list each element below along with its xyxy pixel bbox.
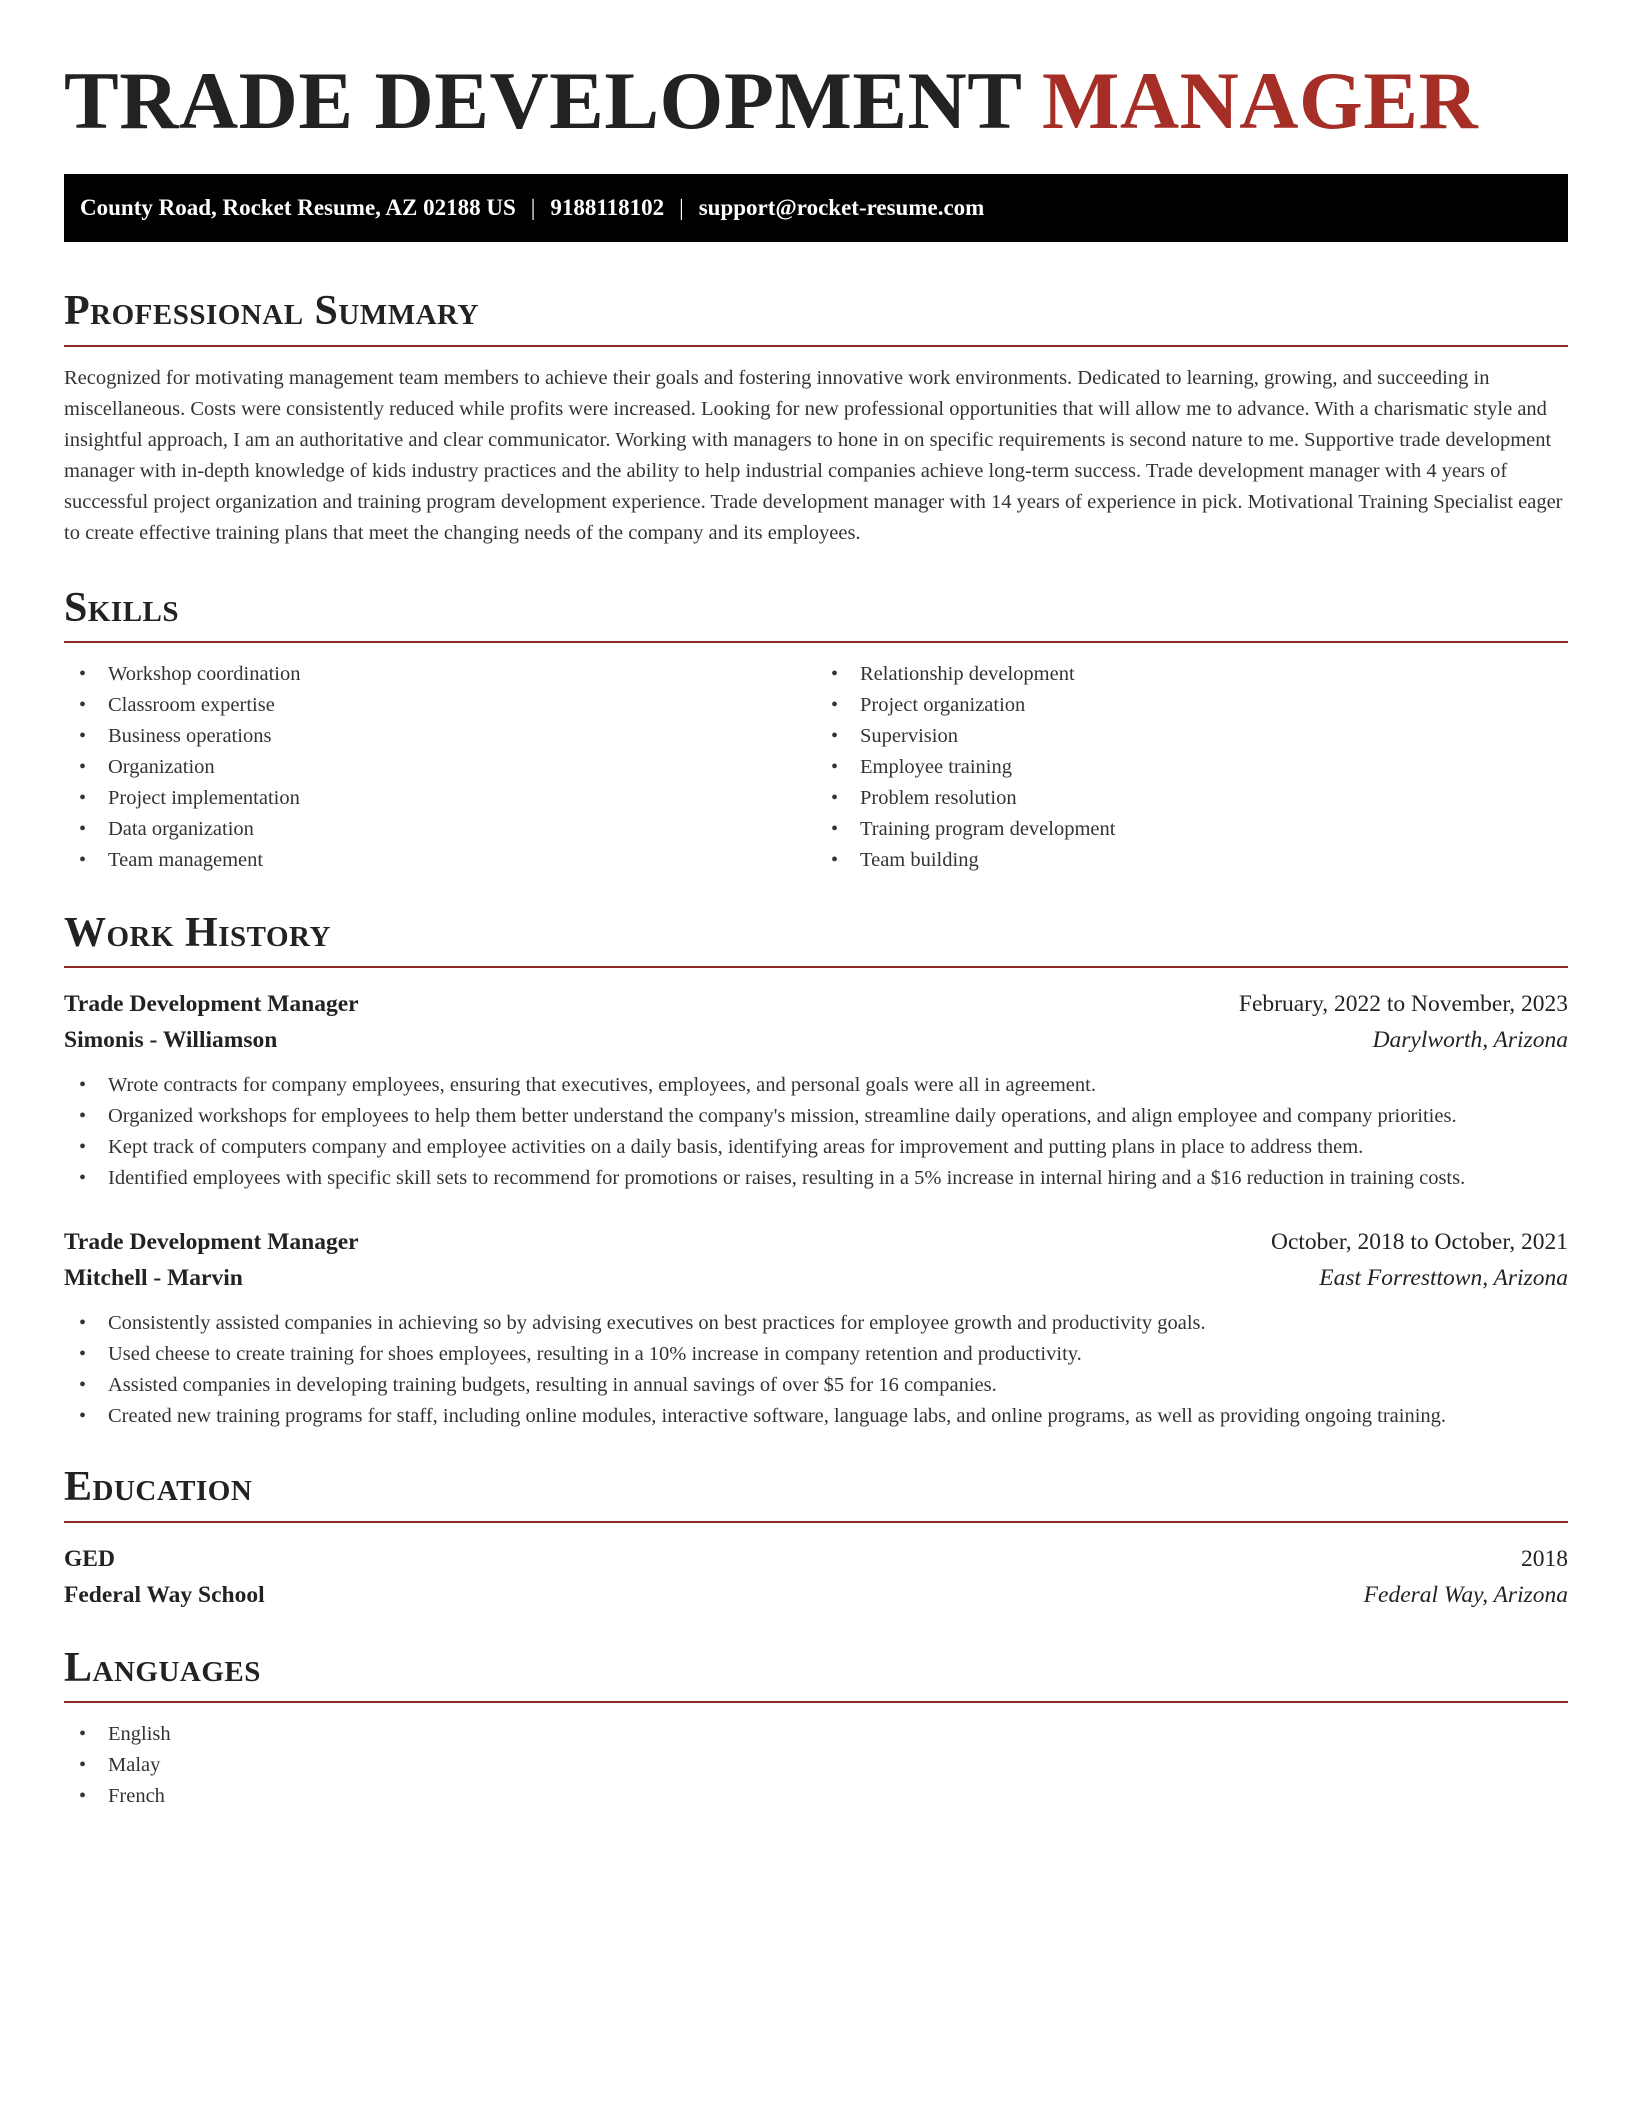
language-label: French (108, 1785, 165, 1808)
skill-label: Relationship development (860, 663, 1075, 686)
language-label: English (108, 1723, 171, 1746)
section-divider (64, 966, 1568, 968)
bullet-icon: • (79, 1312, 87, 1335)
skill-label: Data organization (108, 818, 254, 841)
bullet-text: Identified employees with specific skill sets to recommend for promotions or raises, resulting in a 5% increase in internal hiring and a $16 reduction in training costs. (108, 1167, 1466, 1190)
skills-column-left (64, 659, 816, 876)
skill-item (64, 721, 816, 752)
languages-list (64, 1719, 1568, 1812)
skill-label: Supervision (860, 725, 958, 748)
skill-label: Organization (108, 756, 215, 779)
bullet-icon: • (831, 818, 839, 841)
bullet-icon: • (79, 1723, 87, 1746)
language-item (64, 1750, 1568, 1781)
education-entry (64, 1541, 1568, 1613)
bullet-icon: • (831, 787, 839, 810)
skill-label: Project organization (860, 694, 1026, 717)
skill-item (816, 814, 1568, 845)
skills-list (64, 659, 1568, 876)
bullet-icon: • (79, 1167, 87, 1190)
job-entry (64, 1224, 1568, 1432)
bullet-icon: • (79, 1105, 87, 1128)
page-title (64, 54, 1568, 148)
job-title: Trade Development Manager (64, 991, 359, 1018)
skill-label: Problem resolution (860, 787, 1017, 810)
bullet-icon: • (79, 663, 87, 686)
education-year: 2018 (1521, 1545, 1568, 1572)
job-company: Simonis - Williamson (64, 1027, 278, 1054)
skill-item (816, 659, 1568, 690)
education-school: Federal Way School (64, 1581, 265, 1608)
job-company: Mitchell - Marvin (64, 1265, 243, 1292)
list-item (64, 1070, 1568, 1101)
bullet-icon: • (79, 1074, 87, 1097)
education-school-row (64, 1577, 1568, 1613)
job-bullets (64, 1308, 1568, 1432)
bullet-text: Used cheese to create training for shoes employees, resulting in a 10% increase in company retention and productivity. (108, 1343, 1082, 1366)
job-bullets (64, 1070, 1568, 1194)
bullet-icon: • (79, 694, 87, 717)
bullet-icon: • (79, 818, 87, 841)
work-heading: Work History (64, 910, 331, 957)
bullet-icon: • (831, 694, 839, 717)
bullet-text: Organized workshops for employees to help them better understand the company's mission, streamline daily operations, and align employee and company priorities. (108, 1105, 1457, 1128)
section-divider (64, 1521, 1568, 1523)
bullet-text: Assisted companies in developing training budgets, resulting in annual savings of over $5 for 16 companies. (108, 1374, 997, 1397)
bullet-icon: • (831, 725, 839, 748)
contact-bar (64, 174, 1568, 242)
skill-item (64, 659, 816, 690)
skills-column-right (816, 659, 1568, 876)
list-item (64, 1339, 1568, 1370)
bullet-text: Created new training programs for staff, including online modules, interactive software, language labs, and online programs, as well as providing ongoing training. (108, 1405, 1447, 1428)
title-main: TRADE DEVELOPMENT (64, 55, 1021, 146)
skill-label: Classroom expertise (108, 694, 275, 717)
job-header-row (64, 1224, 1568, 1260)
summary-heading: Professional Summary (64, 288, 479, 335)
bullet-icon: • (79, 1343, 87, 1366)
job-location: Darylworth, Arizona (1372, 1027, 1568, 1054)
bullet-icon: • (831, 849, 839, 872)
bullet-icon: • (79, 756, 87, 779)
job-title: Trade Development Manager (64, 1229, 359, 1256)
skill-item (816, 690, 1568, 721)
skill-label: Team management (108, 849, 264, 872)
job-dates: October, 2018 to October, 2021 (1270, 1229, 1568, 1256)
skill-item (64, 690, 816, 721)
job-company-row (64, 1022, 1568, 1058)
bullet-icon: • (79, 1754, 87, 1777)
list-item (64, 1308, 1568, 1339)
contact-address: County Road, Rocket Resume, AZ 02188 US (80, 195, 516, 221)
bullet-text: Consistently assisted companies in achieving so by advising executives on best practices for employee growth and productivity goals. (108, 1312, 1206, 1335)
job-entry (64, 986, 1568, 1194)
education-heading: Education (64, 1464, 253, 1511)
list-item (64, 1163, 1568, 1194)
education-header-row (64, 1541, 1568, 1577)
skill-label: Business operations (108, 725, 272, 748)
bullet-icon: • (79, 1136, 87, 1159)
bullet-icon: • (79, 1374, 87, 1397)
list-item (64, 1401, 1568, 1432)
skill-item (816, 845, 1568, 876)
job-header-row (64, 986, 1568, 1022)
contact-phone: 9188118102 (550, 195, 665, 221)
section-divider (64, 345, 1568, 347)
bullet-icon: • (831, 663, 839, 686)
contact-separator: | (530, 195, 536, 221)
skill-item (816, 783, 1568, 814)
section-divider (64, 1701, 1568, 1703)
bullet-icon: • (79, 787, 87, 810)
bullet-text: Wrote contracts for company employees, ensuring that executives, employees, and personal goals were all in agreement. (108, 1074, 1096, 1097)
list-item (64, 1101, 1568, 1132)
skill-label: Team building (860, 849, 979, 872)
skill-label: Workshop coordination (108, 663, 301, 686)
job-location: East Forresttown, Arizona (1319, 1265, 1568, 1292)
bullet-icon: • (79, 849, 87, 872)
languages-heading: Languages (64, 1644, 261, 1691)
contact-separator: | (679, 195, 684, 221)
education-location: Federal Way, Arizona (1363, 1581, 1568, 1608)
bullet-icon: • (79, 1405, 87, 1428)
bullet-icon: • (79, 725, 87, 748)
language-item (64, 1719, 1568, 1750)
skill-item (64, 845, 816, 876)
contact-email[interactable]: support@rocket-resume.com (698, 195, 985, 221)
skill-label: Employee training (860, 756, 1012, 779)
section-divider (64, 641, 1568, 643)
skill-label: Project implementation (108, 787, 300, 810)
skill-item (64, 752, 816, 783)
title-accent: MANAGER (1041, 55, 1479, 146)
skill-label: Training program development (860, 818, 1116, 841)
language-label: Malay (108, 1754, 161, 1777)
skills-heading: Skills (64, 584, 180, 631)
skill-item (816, 752, 1568, 783)
education-degree: GED (64, 1545, 115, 1572)
job-company-row (64, 1260, 1568, 1296)
job-dates: February, 2022 to November, 2023 (1238, 991, 1568, 1018)
bullet-icon: • (831, 756, 839, 779)
bullet-icon: • (79, 1785, 87, 1808)
language-item (64, 1781, 1568, 1812)
summary-text: Recognized for motivating management team members to achieve their goals and fostering innovative work environments. Dedicated to learning, growing, and succeeding in miscellaneous. Costs were consistently reduced while profits were increased. Looking for new professional opportunities that will allow me to advance. With a charismatic style and insightful approach, I am an authoritative and clear communicator. Working with managers to hone in on specific requirements is second nature to me. Supportive trade development manager with in-depth knowledge of kids industry practices and the ability to help industrial companies achieve long-term success. Trade development manager with 4 years of successful project organization and training program development experience. Trade development manager with 14 years of experience in pick. Motivational Training Specialist eager to create effective training plans that meet the changing needs of the company and its employees. (64, 366, 1563, 544)
bullet-text: Kept track of computers company and employee activities on a daily basis, identifying areas for improvement and putting plans in place to address them. (108, 1136, 1364, 1159)
list-item (64, 1132, 1568, 1163)
skill-item (64, 783, 816, 814)
list-item (64, 1370, 1568, 1401)
skill-item (64, 814, 816, 845)
skill-item (816, 721, 1568, 752)
